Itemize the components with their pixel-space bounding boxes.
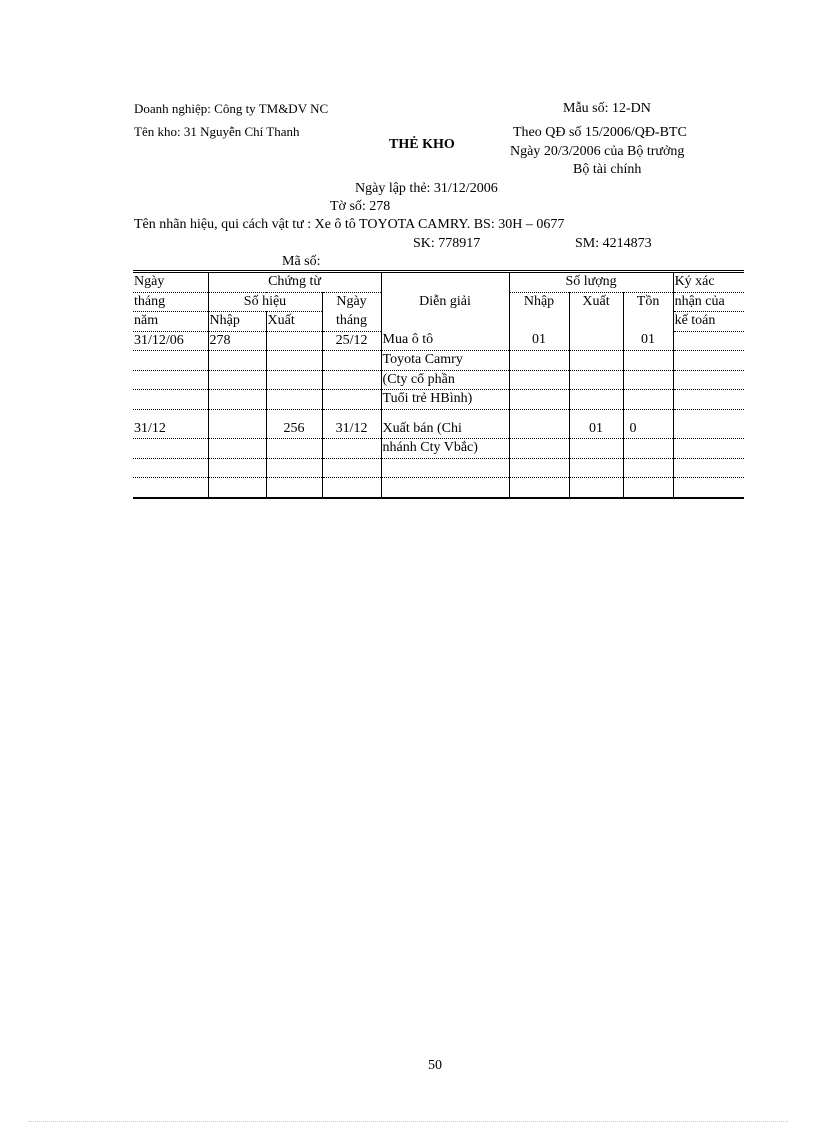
- header-q-import: Nhập: [509, 292, 569, 331]
- row-q-stock: [623, 370, 673, 390]
- row-description: Xuất bán (Chi: [381, 420, 509, 439]
- row-export-no: [266, 331, 322, 351]
- row-q-import: [509, 439, 569, 459]
- item-name: Tên nhãn hiệu, qui cách vật tư : Xe ô tô TOYOTA CAMRY. BS: 30H – 0677: [134, 217, 565, 232]
- decision-line-3: Bộ tài chính: [573, 162, 642, 177]
- row-q-export: [569, 331, 623, 351]
- header-number: Số hiệu: [208, 292, 322, 312]
- row-vdate: 25/12: [322, 331, 381, 351]
- row-import-no: [208, 420, 266, 439]
- header-import: Nhập: [208, 312, 266, 332]
- header-q-export: Xuất: [569, 292, 623, 331]
- row-q-stock: 01: [623, 331, 673, 351]
- page-number: 50: [428, 1058, 442, 1073]
- row-q-import: [509, 390, 569, 410]
- row-confirm: [673, 439, 744, 459]
- row-export-no: [266, 351, 322, 371]
- row-import-no: [208, 351, 266, 371]
- row-date: [133, 439, 208, 459]
- row-q-stock: [623, 439, 673, 459]
- row-q-import: [509, 351, 569, 371]
- row-q-export: [569, 439, 623, 459]
- row-q-export: [569, 370, 623, 390]
- row-description: nhánh Cty Vbắc): [381, 439, 509, 459]
- header-quantity: Số lượng: [509, 272, 673, 293]
- decision-line-1: Theo QĐ số 15/2006/QĐ-BTC: [513, 125, 687, 140]
- row-confirm: [673, 390, 744, 410]
- row-confirm: [673, 331, 744, 351]
- row-date: [133, 370, 208, 390]
- table-row: [133, 370, 744, 390]
- row-q-stock: [623, 390, 673, 410]
- header-confirm-1: Ký xác: [673, 272, 744, 293]
- row-date: 31/12: [133, 420, 208, 439]
- row-q-import: 01: [509, 331, 569, 351]
- row-date: [133, 390, 208, 410]
- decision-line-2: Ngày 20/3/2006 của Bộ trưởng: [510, 144, 685, 159]
- row-vdate: [322, 370, 381, 390]
- header-confirm-3: kế toán: [673, 312, 744, 332]
- row-description: Mua ô tô: [381, 331, 509, 351]
- row-vdate: [322, 351, 381, 371]
- stock-card-table: [133, 270, 744, 499]
- page-footer-rule: [28, 1121, 788, 1122]
- row-q-export: 01: [569, 420, 623, 439]
- row-export-no: [266, 390, 322, 410]
- row-date: 31/12/06: [133, 331, 208, 351]
- header-row-1: [133, 272, 744, 293]
- row-export-no: [266, 370, 322, 390]
- table-row: [133, 331, 744, 351]
- header-q-stock: Tồn: [623, 292, 673, 331]
- row-q-export: [569, 390, 623, 410]
- row-description: Tuổi trẻ HBình): [381, 390, 509, 410]
- table-row-empty: [133, 478, 744, 498]
- table-row: [133, 351, 744, 371]
- sheet-number: Tờ số: 278: [330, 199, 391, 214]
- table-row: [133, 439, 744, 459]
- engine-number: SM: 4214873: [575, 236, 652, 251]
- row-import-no: [208, 390, 266, 410]
- row-export-no: 256: [266, 420, 322, 439]
- date-created: Ngày lập thẻ: 31/12/2006: [355, 181, 498, 196]
- row-vdate: [322, 439, 381, 459]
- row-export-no: [266, 439, 322, 459]
- row-confirm: [673, 351, 744, 371]
- row-q-stock: [623, 351, 673, 371]
- row-date: [133, 351, 208, 371]
- company-name: Doanh nghiệp: Công ty TM&DV NC: [134, 101, 329, 116]
- header-export: Xuất: [266, 312, 322, 332]
- header-vdate-1: Ngày: [322, 292, 381, 312]
- row-confirm: [673, 370, 744, 390]
- row-q-import: [509, 420, 569, 439]
- document-title: THẺ KHO: [389, 137, 455, 152]
- row-import-no: 278: [208, 331, 266, 351]
- row-q-import: [509, 370, 569, 390]
- row-import-no: [208, 439, 266, 459]
- warehouse-name: Tên kho: 31 Nguyễn Chí Thanh: [134, 124, 300, 139]
- chassis-number: SK: 778917: [413, 236, 481, 251]
- header-date-2: tháng: [133, 292, 208, 312]
- row-q-stock: 0: [623, 420, 673, 439]
- table-row: [133, 390, 744, 410]
- header-vdate-2: tháng: [322, 312, 381, 332]
- table-row: [133, 420, 744, 439]
- form-number: Mẫu số: 12-DN: [563, 101, 651, 116]
- item-code: Mã số:: [282, 254, 321, 269]
- header-date-1: Ngày: [133, 272, 208, 293]
- header-voucher: Chứng từ: [208, 272, 381, 293]
- header-confirm-2: nhận của: [673, 292, 744, 312]
- header-description: Diễn giải: [381, 272, 509, 332]
- row-vdate: [322, 390, 381, 410]
- row-import-no: [208, 370, 266, 390]
- row-description: (Cty cổ phần: [381, 370, 509, 390]
- row-confirm: [673, 420, 744, 439]
- row-description: Toyota Camry: [381, 351, 509, 371]
- header-date-3: năm: [133, 312, 208, 332]
- table-row-empty: [133, 458, 744, 478]
- row-q-export: [569, 351, 623, 371]
- table-row-blank: [133, 409, 744, 420]
- row-vdate: 31/12: [322, 420, 381, 439]
